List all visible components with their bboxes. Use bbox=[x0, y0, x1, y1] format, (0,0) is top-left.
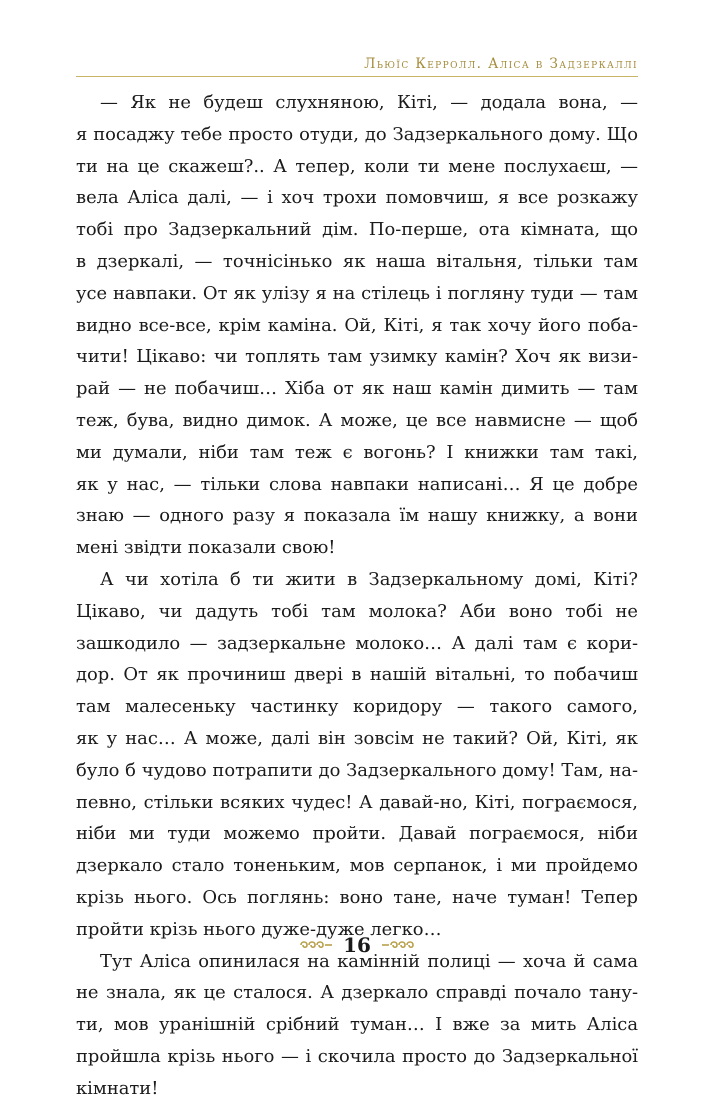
text-line: я посаджу тебе просто отуди, до Задзеркального дому. Що bbox=[76, 123, 638, 145]
text-line: усе навпаки. От як улізу я на стілець і погляну туди — там bbox=[76, 282, 638, 304]
text-line: знаю — одного разу я показала їм нашу книжку, а вони bbox=[76, 505, 638, 527]
scroll-ornament-icon bbox=[299, 938, 333, 952]
text-line: мені звідти показали свою! bbox=[76, 537, 336, 559]
text-line: ми думали, ніби там теж є вогонь? І книжки там такі, bbox=[76, 441, 638, 463]
text-line: ти, мов уранішній срібний туман… І вже за мить Аліса bbox=[76, 1014, 638, 1036]
text-line: Тут Аліса опинилася на камінній полиці — хоча й сама bbox=[100, 950, 638, 972]
text-line: не знала, як це сталося. А дзеркало справді почало тану- bbox=[76, 982, 638, 1004]
text-line: пройшла крізь нього — і скочила просто до Задзеркальної bbox=[76, 1045, 638, 1067]
text-line: як у нас… А може, далі він зовсім не такий? Ой, Кіті, як bbox=[76, 727, 638, 749]
text-line: дор. От як прочиниш двері в нашій вітальні, то побачиш bbox=[76, 664, 638, 686]
text-line: було б чудово потрапити до Задзеркального дому! Там, на- bbox=[76, 759, 638, 781]
text-line: видно все-все, крім каміна. Ой, Кіті, я так хочу його поба- bbox=[76, 314, 638, 336]
text-line: рай — не побачиш… Хіба от як наш камін димить — там bbox=[76, 378, 638, 400]
text-line: вела Аліса далі, — і хоч трохи помовчиш, я все розкажу bbox=[76, 187, 638, 209]
text-line: ти на це скажеш?.. А тепер, коли ти мене послухаєш, — bbox=[76, 155, 638, 177]
text-line: тобі про Задзеркальний дім. По-перше, ота кімната, що bbox=[76, 219, 638, 241]
header-rule bbox=[76, 76, 638, 77]
text-line: чити! Цікаво: чи топлять там узимку камін? Хоч як визи- bbox=[76, 346, 638, 368]
text-line: — Як не будеш слухняною, Кіті, — додала вона, — bbox=[100, 92, 638, 113]
text-line: певно, стільки всяких чудес! А давай-но, Кіті, пограємося, bbox=[76, 791, 638, 813]
text-line: зашкодило — задзеркальне молоко… А далі там є кори- bbox=[76, 632, 638, 654]
text-line: пройти крізь нього дуже-дуже легко… bbox=[76, 918, 442, 940]
page-footer bbox=[0, 930, 714, 960]
text-line: Цікаво, чи дадуть тобі там молока? Аби воно тобі не bbox=[76, 600, 638, 622]
page-number: 16 bbox=[343, 933, 371, 957]
scroll-ornament-icon bbox=[381, 938, 415, 952]
running-header: Льюїс Керролл. Аліса в Задзеркаллі bbox=[364, 56, 638, 72]
text-line: крізь нього. Ось поглянь: воно тане, наче туман! Тепер bbox=[76, 886, 638, 908]
text-line: дзеркало стало тоненьким, мов серпанок, і ми пройдемо bbox=[76, 855, 638, 877]
text-line: кімнати! bbox=[76, 1077, 159, 1099]
text-line: ніби ми туди можемо пройти. Давай пограємося, ніби bbox=[76, 823, 638, 845]
text-line: А чи хотіла б ти жити в Задзеркальному домі, Кіті? bbox=[100, 568, 638, 590]
text-line: теж, бува, видно димок. А може, це все навмисне — щоб bbox=[76, 409, 638, 431]
text-line: як у нас, — тільки слова навпаки написані… Я це добре bbox=[76, 473, 638, 495]
text-line: там малесеньку частинку коридору — такого самого, bbox=[76, 696, 638, 718]
text-line: в дзеркалі, — точнісінько як наша вітальня, тільки там bbox=[76, 250, 638, 272]
